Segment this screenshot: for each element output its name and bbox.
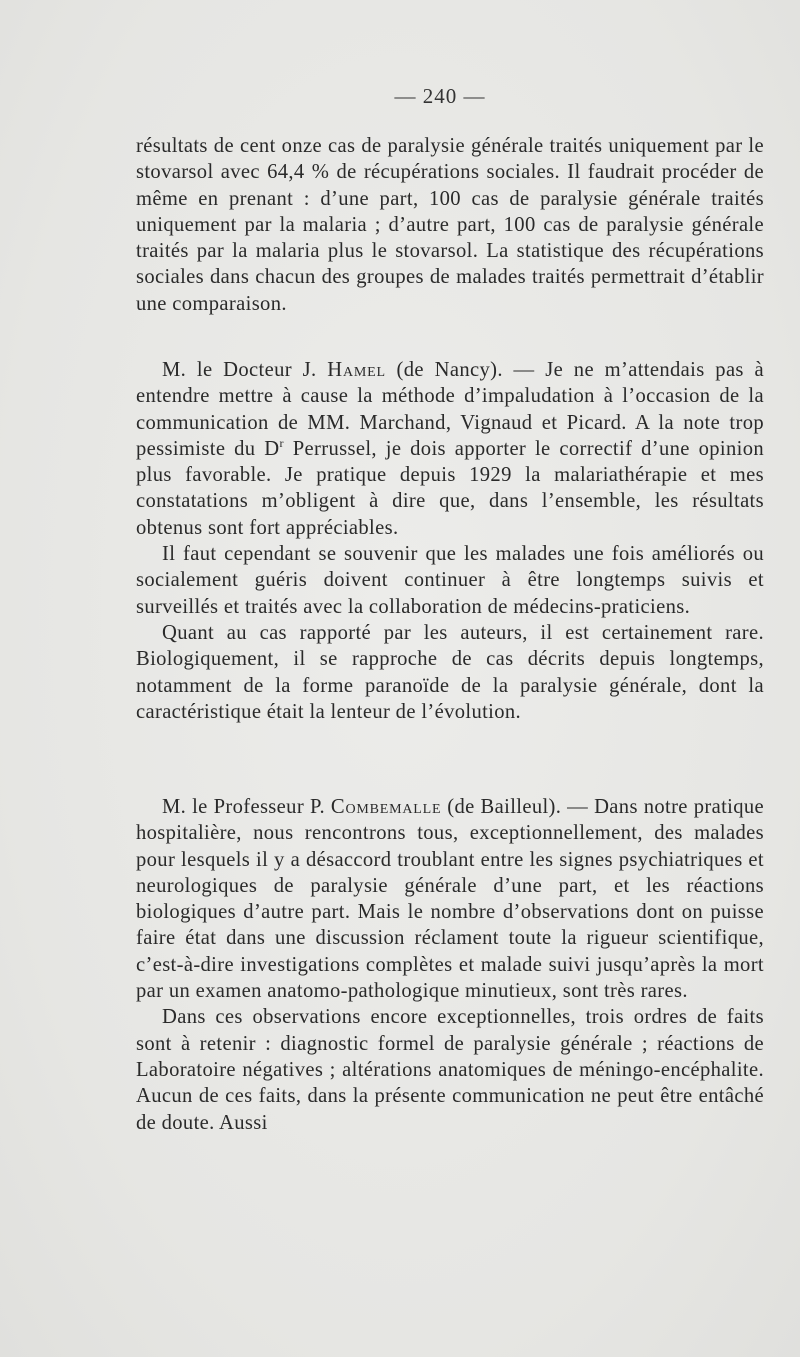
superscript: r: [279, 436, 284, 451]
page-number: — 240 —: [394, 84, 486, 108]
text-block-combemalle: [136, 794, 764, 1136]
paragraph-follow-up: Il faut cependant se souvenir que les malades une fois améliorés ou socialement guéris doivent continuer à être longtemps suivis et surveillés et traités avec la collaboration de médecins-praticiens.: [136, 543, 764, 618]
paragraph-results: résultats de cent onze cas de paralysie générale traités uniquement par le stovarsol avec 64,4 % de récupérations sociales. Il faudrait procéder de même en prenant : d’une part, 100 cas de paralysie générale traités uniquement par la malaria ; d’autre part, 100 cas de paralysie générale traités par la malaria plus le stovarsol. La statistique des récupérations sociales dans chacun des groupes de malades traités permettrait d’établir une comparaison.: [136, 135, 764, 315]
paragraph-case-report: Quant au cas rapporté par les auteurs, il est certainement rare. Biologiquement, il se rapproche de cas décrits depuis longtemps, notamment de la forme paranoïde de la paralysie générale, dont la caractéristique était la lenteur de l’évolution.: [136, 621, 764, 723]
text-block-hamel: [136, 357, 764, 725]
text-block-continuation: [136, 133, 764, 317]
speaker-prefix: M. le Professeur P.: [162, 796, 325, 818]
speaker-prefix: M. le Docteur J.: [162, 359, 317, 381]
paragraph-hamel-intro: [136, 357, 764, 541]
paragraph-observations: Dans ces observations encore exceptionnelles, trois ordres de faits sont à retenir : diagnostic formel de paralysie générale ; réactions de Laboratoire négatives ; altérations anatomiques de méningo-encéphalite. Aucun de ces faits, dans la présente communication ne peut être entâché de doute. Aussi: [136, 1006, 764, 1134]
paragraph-combemalle-intro: [136, 794, 764, 1004]
speaker-name: Combemalle: [330, 796, 442, 818]
speaker-suffix: (de Nancy). —: [396, 359, 535, 381]
paragraph-text: Perrussel, je dois apporter le correctif d’une opinion plus favorable. Je pratique depuis 1929 la malariathérapie et mes constatations m’obligent à dire que, dans l’ensemble, les résultats obtenus sont fort appréciables.: [136, 437, 764, 539]
speaker-suffix: (de Bailleul). —: [447, 796, 589, 818]
paragraph-text: Je ne m’attendais pas à entendre mettre à cause la méthode d’impaludation à l’occasion de la communication de MM. Marchand, Vignaud et Picard. A la note trop pessimiste du D: [136, 359, 765, 460]
speaker-name: Hamel: [327, 359, 386, 381]
paragraph-text: Dans notre pratique hospitalière, nous rencontrons tous, exceptionnellement, des malades pour lesquels il y a désaccord troublant entre les signes psychiatriques et neurologiques de paralysie générale d’une part, et les réactions biologiques d’autre part. Mais le nombre d’observations dont on puisse faire état dans une discussion réclament toute la rigueur scientifique, c’est-à-dire investigations complètes et malade suivi jusqu’après la mort par un examen anatomo-pathologique minutieux, sont très rares.: [136, 796, 765, 1003]
